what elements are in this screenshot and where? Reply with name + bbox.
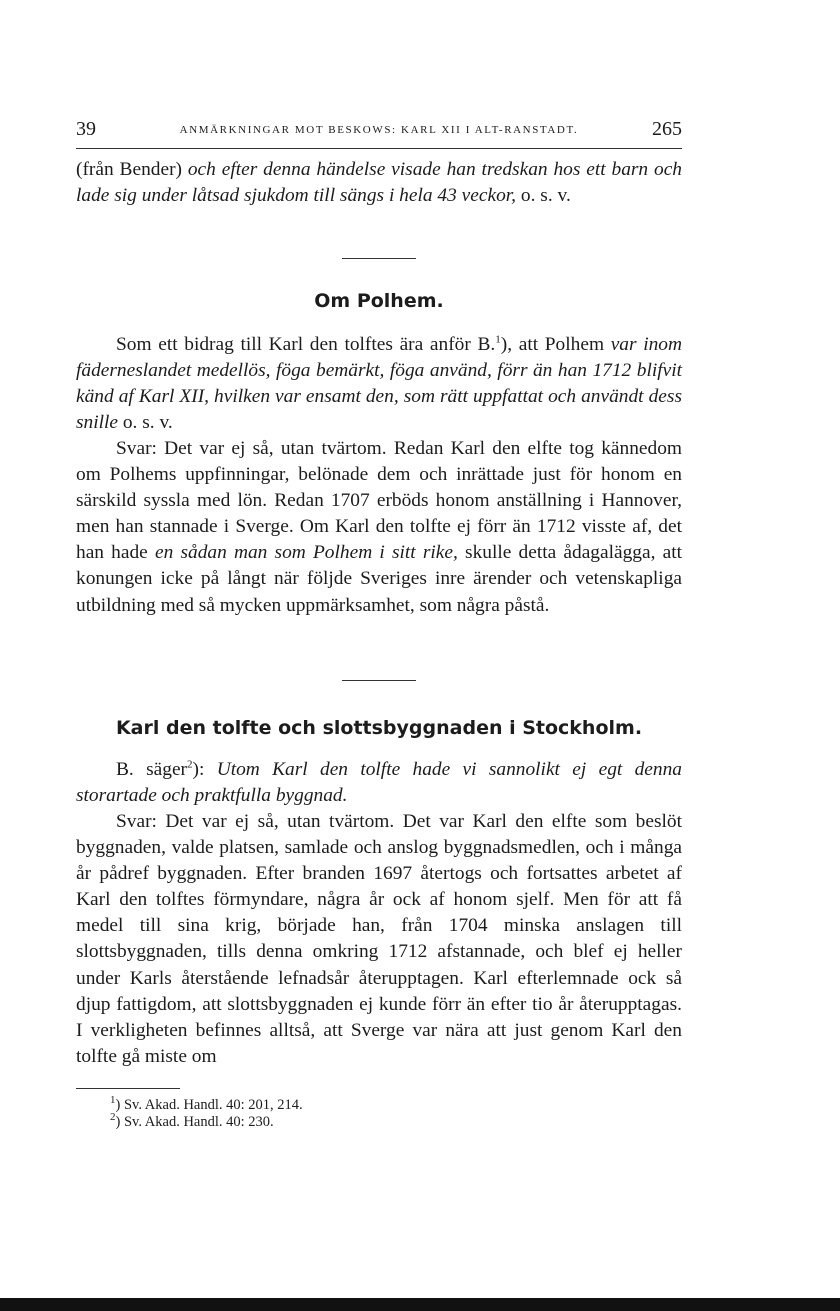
intro-text-2: o. s. v. bbox=[516, 185, 571, 207]
section-separator-2 bbox=[342, 680, 416, 681]
polhem-p1-text-c: o. s. v. bbox=[118, 412, 173, 434]
page-header bbox=[76, 118, 682, 144]
polhem-p1-text-b: ), att Polhem bbox=[500, 334, 611, 355]
scan-edge-bar bbox=[0, 1298, 840, 1311]
intro-paragraph bbox=[76, 157, 682, 209]
footnotes bbox=[110, 1094, 303, 1131]
page-number-left: 39 bbox=[76, 118, 96, 140]
section-separator bbox=[342, 258, 416, 259]
section-heading-slottsbyggnaden: Karl den tolfte och slottsbyggnaden i Stockholm. bbox=[115, 717, 643, 739]
footnote-rule bbox=[76, 1088, 180, 1089]
polhem-paragraph-2 bbox=[76, 436, 682, 619]
polhem-p1-italic: var inom fäderneslandet medellös, föga bemärkt, föga använd, förr än han 1712 blifvit känd af Karl XII, hvilken var ensamt den, som rätt uppfattat och användt dess snille bbox=[76, 334, 682, 434]
slott-p1-italic: Utom Karl den tolfte hade vi sannolikt ej egt denna storartade och praktfulla byggnad. bbox=[76, 759, 682, 807]
footnote-text-2: Sv. Akad. Handl. 40: 230. bbox=[123, 1114, 274, 1130]
footnote-ref-2: 2 bbox=[187, 758, 193, 771]
running-title: ANMÄRKNINGAR MOT BESKOWS: KARL XII I ALT-RANSTADT. bbox=[179, 124, 579, 136]
intro-italic: och efter denna händelse visade han tredskan hos ett barn och lade sig under låtsad sjukdom till sängs i hela 43 veckor, bbox=[76, 159, 682, 207]
polhem-p2-italic: en sådan man som Polhem i sitt rike, bbox=[154, 542, 458, 564]
footnote-1: $^1$) Sv. Akad. Handl. 40: 201, 214. bbox=[110, 1094, 303, 1113]
footnote-ref-1: 1 bbox=[495, 333, 501, 346]
footnote-2: $^2$) Sv. Akad. Handl. 40: 230. bbox=[110, 1111, 274, 1130]
header-rule bbox=[76, 148, 682, 149]
polhem-p2-text-b: skulle detta ådagalägga, att konungen icke på långt när följde Sveriges inre ärender och vetenskapliga utbildning med så mycken uppmärksamhet, som några påstå. bbox=[76, 542, 683, 616]
slott-p1-text-a: B. säger bbox=[116, 759, 188, 780]
page-number-right: 265 bbox=[652, 118, 682, 140]
intro-text-1: (från Bender) bbox=[76, 159, 188, 180]
polhem-p2-text-a: Svar: Det var ej så, utan tvärtom. Redan Karl den elfte tog kännedom om Polhems uppfinningar, belönade dem och inrättade just för honom en särskild syssla med lön. Redan 1707 erböds honom anställning i Hannover, men han stannade i Sverge. Om Karl den tolfte ej förr än 1712 visste af, det han hade bbox=[76, 438, 682, 564]
section-heading-polhem: Om Polhem. bbox=[314, 290, 444, 312]
slott-paragraph-2: Svar: Det var ej så, utan tvärtom. Det var Karl den elfte som beslöt byggnaden, valde platsen, samlade och anslog byggnadsmedlen, och i många år pådref byggnaden. Efter branden 1697 återtogs och fortsattes arbetet af Karl den tolftes förmyndare, några år ock af honom sjelf. Men för att få medel till sina krig, började han, från 1704 minska anslagen till slottsbyggnaden, tills denna omkring 1712 afstannade, och blef ej heller under Karls återstående lefnadsår återupptagen. Karl efterlemnade ock så djup fattigdom, att slottsbyggnaden ej kunde förr än efter tio år återupptagas. I verkligheten befinnes alltså, att Sverge var nära att just genom Karl den tolfte gå miste om bbox=[76, 811, 682, 1067]
slott-paragraph-1 bbox=[76, 757, 682, 809]
polhem-paragraph-1 bbox=[76, 332, 682, 436]
slott-p1-text-b: ): bbox=[192, 759, 217, 780]
footnote-mark-2: 2 bbox=[110, 1111, 116, 1124]
footnote-text-1: Sv. Akad. Handl. 40: 201, 214. bbox=[123, 1097, 303, 1113]
footnote-mark-1: 1 bbox=[110, 1094, 116, 1107]
polhem-p1-text-a: Som ett bidrag till Karl den tolftes ära anför B. bbox=[116, 334, 496, 355]
